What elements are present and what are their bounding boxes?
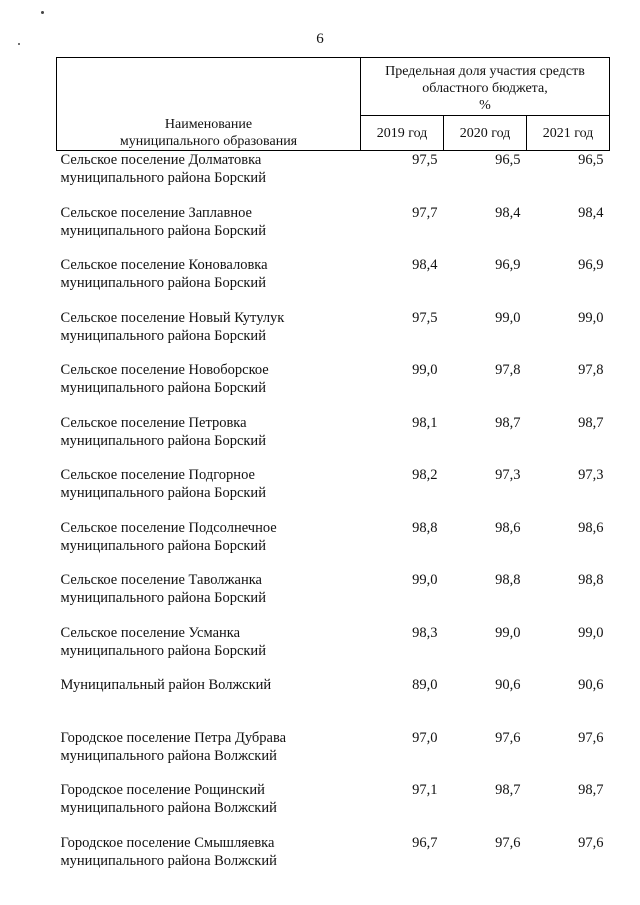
- page-number: 6: [316, 31, 324, 47]
- share-value-2020: 97,6: [495, 834, 521, 851]
- table-row: [57, 414, 610, 467]
- municipality-name-cell: [57, 309, 361, 362]
- share-value-2020: 99,0: [495, 309, 521, 326]
- municipality-name-line1: Сельское поселение Новый Кутулук: [60, 309, 285, 326]
- share-value-2019: 99,0: [412, 362, 438, 378]
- municipality-name-cell: [57, 571, 361, 624]
- column-header-name: [57, 58, 361, 151]
- table-row: [57, 571, 610, 624]
- municipality-name-line2: муниципального района Волжский: [60, 747, 277, 764]
- column-group-header-line2: областного бюджета,: [422, 81, 548, 96]
- share-value-2019: 99,0: [412, 572, 438, 588]
- municipality-name-cell: [57, 151, 361, 204]
- share-value-2020: 99,0: [495, 624, 521, 641]
- scan-speck: [41, 11, 44, 14]
- municipality-name-line2: муниципального района Волжский: [60, 852, 277, 869]
- municipality-name-line2: муниципального района Борский: [60, 275, 266, 291]
- municipality-name-line2: муниципального района Борский: [60, 432, 266, 449]
- table-row: [57, 729, 610, 782]
- share-value-2019: 98,3: [412, 624, 438, 641]
- share-value-2020: 96,9: [495, 257, 521, 273]
- table-row: [57, 676, 610, 729]
- municipality-name-cell: [57, 519, 361, 572]
- table-row: [57, 361, 610, 414]
- municipality-name-line1: Сельское поселение Заплавное: [60, 204, 252, 221]
- column-header-name-line2: муниципального образования: [119, 134, 298, 149]
- municipality-name-line1: Сельское поселение Таволжанка: [60, 572, 262, 588]
- share-value-2020: 98,4: [495, 204, 521, 221]
- municipality-name-line2: муниципального района Борский: [60, 222, 266, 239]
- municipality-name-line1: Сельское поселение Коноваловка: [60, 257, 268, 273]
- table-row: [57, 834, 610, 887]
- column-group-header: [361, 58, 610, 116]
- municipality-name-cell: [57, 781, 361, 834]
- column-group-header-line1: Предельная доля участия средств: [385, 64, 585, 79]
- table-body: [57, 151, 610, 887]
- share-value-2021: 97,3: [578, 467, 604, 483]
- share-value-2019: 97,0: [412, 729, 438, 746]
- share-value-2019: 89,0: [412, 677, 438, 693]
- share-value-2021: 98,8: [578, 572, 604, 588]
- share-value-2020: 90,6: [495, 677, 521, 693]
- municipality-name-line1: Сельское поселение Петровка: [60, 414, 247, 431]
- column-header-2019: 2019 год: [361, 116, 444, 151]
- share-value-2021: 98,6: [578, 519, 604, 536]
- share-value-2021: 96,9: [578, 257, 604, 273]
- column-group-header-line3: %: [479, 98, 491, 113]
- share-value-2020: 96,5: [495, 152, 521, 168]
- share-value-2021: 96,5: [578, 152, 604, 168]
- municipality-name-cell: [57, 414, 361, 467]
- share-value-2021: 97,6: [578, 729, 604, 746]
- share-value-2021: 99,0: [578, 309, 604, 326]
- municipality-name-line1: Сельское поселение Новоборское: [60, 362, 269, 378]
- share-value-2021: 90,6: [578, 677, 604, 693]
- share-value-2020: 98,6: [495, 519, 521, 536]
- municipality-name-line2: муниципального района Борский: [60, 327, 266, 344]
- table-row: [57, 466, 610, 519]
- share-value-2019: 98,4: [412, 257, 438, 273]
- municipality-name-line1: Городское поселение Петра Дубрава: [60, 729, 287, 746]
- municipality-name-line1: Городское поселение Смышляевка: [60, 834, 275, 851]
- municipality-name-line1: Сельское поселение Усманка: [60, 624, 241, 641]
- share-value-2020: 97,3: [495, 467, 521, 483]
- municipality-name-line2: муниципального района Борский: [60, 537, 266, 554]
- share-value-2020: 98,7: [495, 414, 521, 431]
- share-value-2021: 97,6: [578, 834, 604, 851]
- municipality-name-cell: [57, 256, 361, 309]
- municipality-name-cell: [57, 834, 361, 887]
- municipality-name-line1: Сельское поселение Долматовка: [60, 152, 262, 168]
- municipality-name-line2: муниципального района Борский: [60, 170, 266, 186]
- municipality-name-cell: [57, 624, 361, 677]
- municipality-name-line1: Муниципальный район Волжский: [60, 677, 272, 693]
- municipality-name-line2: муниципального района Борский: [60, 590, 266, 606]
- table-row: [57, 519, 610, 572]
- table-row: [57, 781, 610, 834]
- share-value-2019: 98,8: [412, 519, 438, 536]
- share-value-2020: 97,8: [495, 362, 521, 378]
- table-row: [57, 624, 610, 677]
- municipality-name-cell: [57, 676, 361, 729]
- column-header-name-line1: Наименование: [164, 117, 253, 132]
- share-value-2019: 98,1: [412, 414, 438, 431]
- table-row: [57, 309, 610, 362]
- share-value-2019: 97,5: [412, 309, 438, 326]
- share-value-2020: 97,6: [495, 729, 521, 746]
- municipality-name-line2: муниципального района Волжский: [60, 800, 277, 816]
- municipality-name-cell: [57, 361, 361, 414]
- municipality-name-line2: муниципального района Борский: [60, 380, 266, 396]
- municipality-name-cell: [57, 729, 361, 782]
- share-value-2019: 97,1: [412, 782, 438, 798]
- table-row: [57, 256, 610, 309]
- share-value-2021: 99,0: [578, 624, 604, 641]
- share-value-2021: 97,8: [578, 362, 604, 378]
- table-header: [57, 58, 610, 151]
- municipality-name-cell: [57, 204, 361, 257]
- municipality-name-line2: муниципального района Борский: [60, 642, 266, 659]
- share-value-2021: 98,7: [578, 414, 604, 431]
- table-row: [57, 204, 610, 257]
- share-value-2020: 98,8: [495, 572, 521, 588]
- column-header-2020: 2020 год: [444, 116, 527, 151]
- share-value-2019: 98,2: [412, 467, 438, 483]
- share-value-2021: 98,7: [578, 782, 604, 798]
- municipality-name-line1: Сельское поселение Подсолнечное: [60, 519, 277, 536]
- share-value-2020: 98,7: [495, 782, 521, 798]
- municipality-name-cell: [57, 466, 361, 519]
- table-row: [57, 151, 610, 204]
- municipality-name-line1: Сельское поселение Подгорное: [60, 467, 255, 483]
- budget-share-table: [56, 57, 610, 886]
- municipality-name-line1: Городское поселение Рощинский: [60, 782, 265, 798]
- share-value-2019: 96,7: [412, 834, 438, 851]
- share-value-2019: 97,7: [412, 204, 438, 221]
- column-header-2021: 2021 год: [527, 116, 610, 151]
- share-value-2019: 97,5: [412, 152, 438, 168]
- share-value-2021: 98,4: [578, 204, 604, 221]
- municipality-name-line2: муниципального района Борский: [60, 485, 266, 501]
